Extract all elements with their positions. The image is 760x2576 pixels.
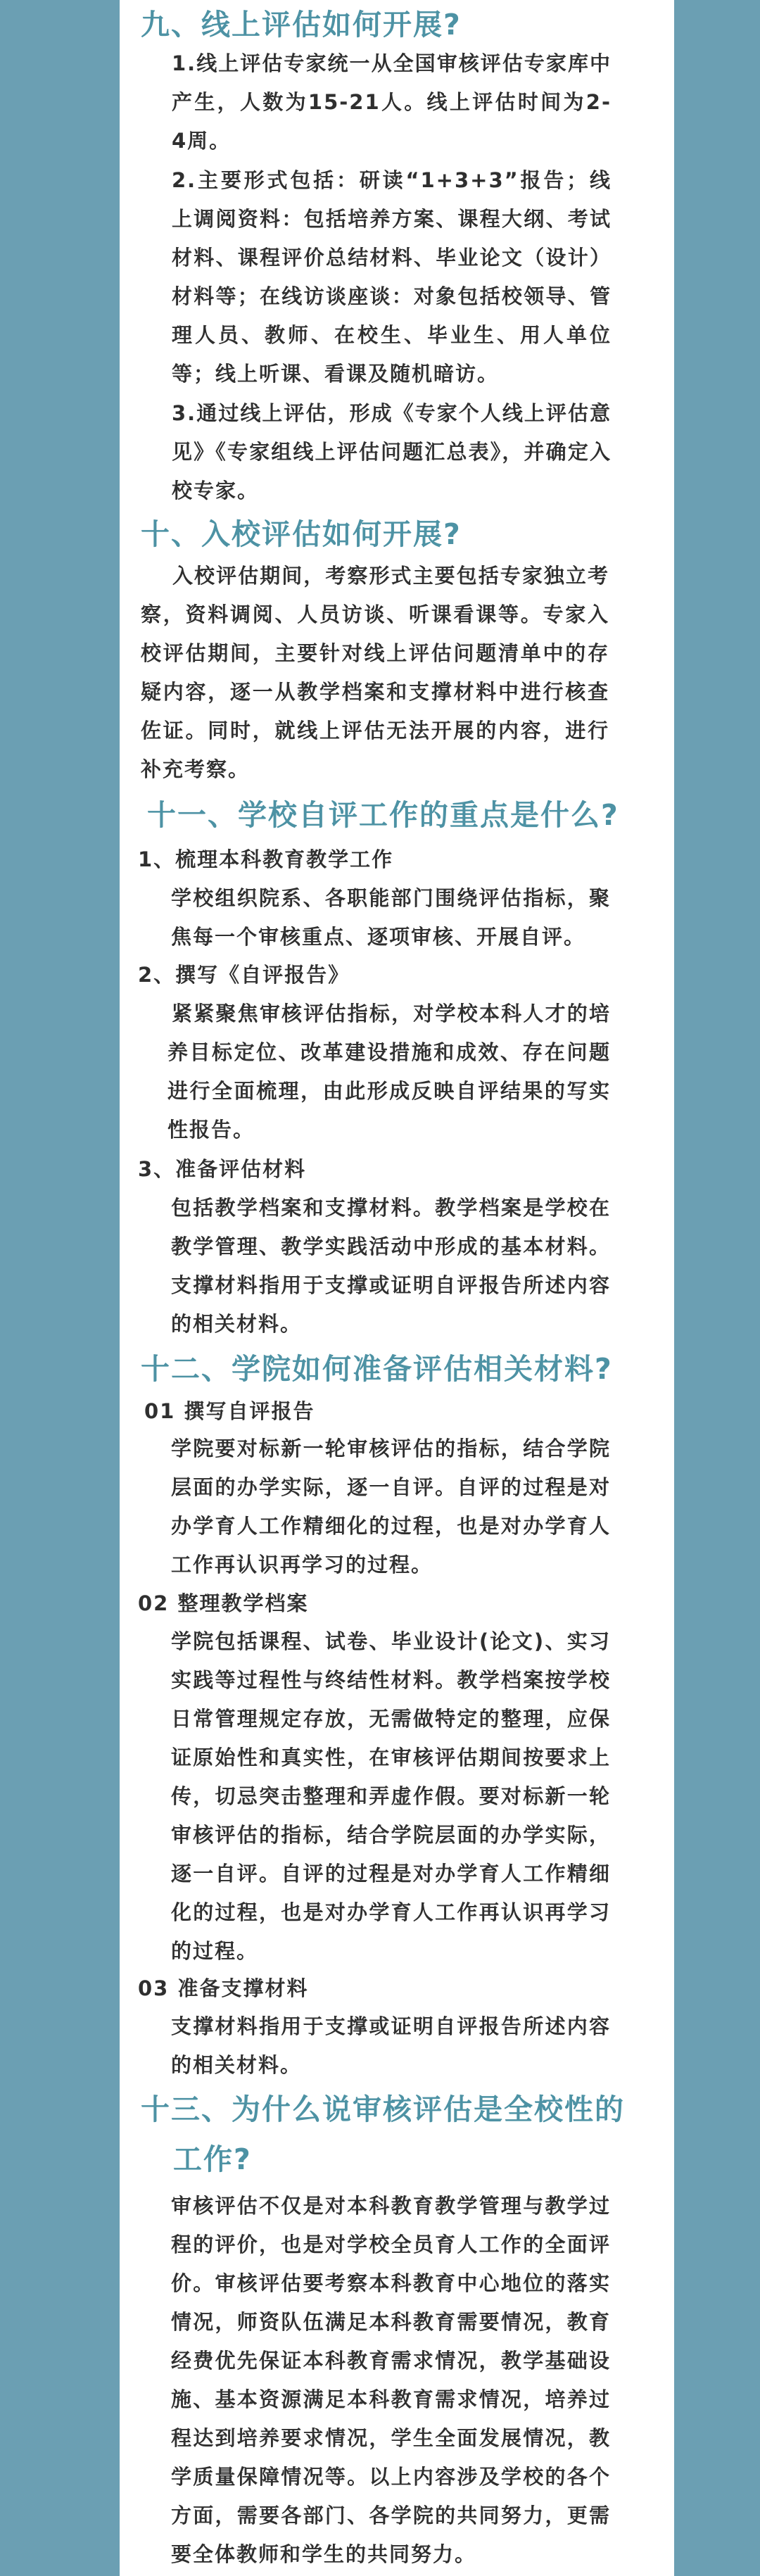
section-9-title: 九、线上评估如何开展? — [141, 8, 462, 42]
section-13-title-line-2: 工作? — [173, 2142, 252, 2176]
section-12-item-1-text: 学院要对标新一轮审核评估的指标，结合学院层面的办学实际，逐一自评。自评的过程是对办学育人工作精细化的过程，也是对办学育人工作再认识再学习的过程。 — [171, 1437, 611, 1577]
section-11-item-1-text: 学校组织院系、各职能部门围绕评估指标，聚焦每一个审核重点、逐项审核、开展自评。 — [171, 886, 611, 949]
section-9-para-1: 1.线上评估专家统一从全国审核评估专家库中产生，人数为15-21人。线上评估时间为2-4周。 — [172, 51, 612, 153]
section-9-para-2: 2.主要形式包括：研读“1+3+3”报告；线上调阅资料：包括培养方案、课程大纲、考试材料、课程评价总结材料、毕业论文（设计）材料等；在线访谈座谈：对象包括校领导、管理人员、教师、在校生、毕业生、用人单位等；线上听课、看课及随机暗访。 — [172, 168, 612, 386]
section-11-item-2-text: 紧紧聚焦审核评估指标，对学校本科人才的培养目标定位、改革建设措施和成效、存在问题进行全面梳理，由此形成反映自评结果的写实性报告。 — [167, 1002, 611, 1142]
section-10-title: 十、入校评估如何开展? — [141, 517, 462, 551]
section-11-item-1-label: 1、梳理本科教育教学工作 — [138, 847, 394, 871]
section-12-item-2-text: 学院包括课程、试卷、毕业设计(论文)、实习实践等过程性与终结性材料。教学档案按学校日常管理规定存放，无需做特定的整理，应保证原始性和真实性，在审核评估期间按要求上传，切忌突击整理和弄虚作假。要对标新一轮审核评估的指标，结合学院层面的办学实际，逐一自评。自评的过程是对办学育人工作精细化的过程，也是对办学育人工作再认识再学习的过程。 — [171, 1629, 611, 1963]
section-10-para-1: 入校评估期间，考察形式主要包括专家独立考察，资料调阅、人员访谈、听课看课等。专家入校评估期间，主要针对线上评估问题清单中的存疑内容，逐一从教学档案和支撑材料中进行核查佐证。同时，就线上评估无法开展的内容，进行补充考察。 — [141, 564, 609, 781]
section-13-title-line-1: 十三、为什么说审核评估是全校性的 — [141, 2092, 625, 2126]
section-9-para-3: 3.通过线上评估，形成《专家个人线上评估意见》《专家组线上评估问题汇总表》，并确定入校专家。 — [172, 401, 612, 503]
section-12-title: 十二、学院如何准备评估相关材料? — [141, 1352, 613, 1386]
section-12-item-1-label: 01 撰写自评报告 — [144, 1399, 315, 1423]
section-11-item-3-text: 包括教学档案和支撑材料。教学档案是学校在教学管理、教学实践活动中形成的基本材料。支撑材料指用于支撑或证明自评报告所述内容的相关材料。 — [171, 1196, 611, 1336]
section-12-item-3-label: 03 准备支撑材料 — [138, 1976, 309, 2000]
section-11-item-2-label: 2、撰写《自评报告》 — [138, 963, 350, 987]
section-13-para-1: 审核评估不仅是对本科教育教学管理与教学过程的评价，也是对学校全员育人工作的全面评价。审核评估要考察本科教育中心地位的落实情况，师资队伍满足本科教育需要情况，教育经费优先保证本科教育需求情况，教学基础设施、基本资源满足本科教育需求情况，培养过程达到培养要求情况，学生全面发展情况，教学质量保障情况等。以上内容涉及学校的各个方面，需要各部门、各学院的共同努力，更需要全体教师和学生的共同努力。 — [171, 2194, 611, 2566]
section-11-item-3-label: 3、准备评估材料 — [138, 1157, 307, 1181]
section-12-item-2-label: 02 整理教学档案 — [138, 1591, 309, 1615]
section-11-title: 十一、学校自评工作的重点是什么? — [147, 798, 619, 832]
section-12-item-3-text: 支撑材料指用于支撑或证明自评报告所述内容的相关材料。 — [171, 2014, 611, 2077]
